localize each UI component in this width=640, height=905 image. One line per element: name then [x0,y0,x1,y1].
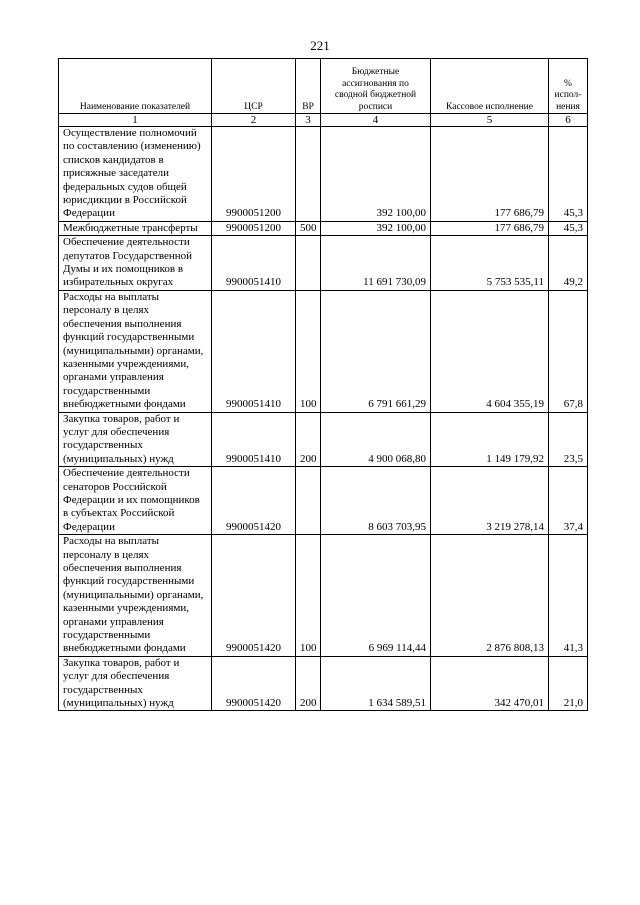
row-vr: 100 [296,290,321,412]
row-csr: 9900051410 [212,236,296,291]
table-row [59,290,588,412]
row-vr: 100 [296,535,321,657]
row-cash: 3 219 278,14 [431,467,549,535]
row-percent: 45,3 [549,127,588,222]
row-vr: 500 [296,221,321,235]
header-cash: Кассовое исполнение [431,59,549,114]
row-percent: 45,3 [549,221,588,235]
row-cash: 4 604 355,19 [431,290,549,412]
table-row [59,467,588,535]
row-csr: 9900051420 [212,467,296,535]
row-allocation: 6 791 661,29 [321,290,431,412]
row-vr [296,236,321,291]
row-csr: 9900051420 [212,535,296,657]
row-allocation: 4 900 068,80 [321,412,431,467]
row-name: Обеспечение деятельности депутатов Государственной Думы и их помощников в избирательных округах [59,236,212,291]
row-csr: 9900051420 [212,656,296,711]
table-row [59,412,588,467]
row-csr: 9900051200 [212,127,296,222]
table-row [59,127,588,222]
row-name: Обеспечение деятельности сенаторов Российской Федерации и их помощников в субъектах Российской Федерации [59,467,212,535]
row-name: Закупка товаров, работ и услуг для обеспечения государственных (муниципальных) нужд [59,412,212,467]
row-csr: 9900051410 [212,290,296,412]
column-number: 5 [431,114,549,127]
row-percent: 23,5 [549,412,588,467]
row-name: Расходы на выплаты персоналу в целях обеспечения выполнения функций государственными (муниципальными) органами, казенными учреждениями, органами управления государственными внебюджетными фондами [59,535,212,657]
header-allocations: Бюджетные ассигнования по сводной бюджетной росписи [321,59,431,114]
row-vr [296,127,321,222]
row-percent: 41,3 [549,535,588,657]
row-vr: 200 [296,656,321,711]
table-header-row [59,59,588,114]
budget-execution-table [58,58,588,711]
header-vr: ВР [296,59,321,114]
page-number: 221 [310,38,330,53]
row-cash: 342 470,01 [431,656,549,711]
column-number: 2 [212,114,296,127]
table-row [59,221,588,235]
row-cash: 5 753 535,11 [431,236,549,291]
header-csr: ЦСР [212,59,296,114]
row-percent: 49,2 [549,236,588,291]
row-cash: 2 876 808,13 [431,535,549,657]
row-allocation: 6 969 114,44 [321,535,431,657]
row-cash: 177 686,79 [431,221,549,235]
table-row [59,656,588,711]
column-number: 4 [321,114,431,127]
row-percent: 21,0 [549,656,588,711]
row-allocation: 1 634 589,51 [321,656,431,711]
row-percent: 37,4 [549,467,588,535]
header-name: Наименование показателей [59,59,212,114]
row-allocation: 392 100,00 [321,127,431,222]
column-number-row [59,114,588,127]
header-percent: % испол-нения [549,59,588,114]
row-allocation: 11 691 730,09 [321,236,431,291]
column-number: 6 [549,114,588,127]
row-allocation: 392 100,00 [321,221,431,235]
row-cash: 1 149 179,92 [431,412,549,467]
row-vr: 200 [296,412,321,467]
row-percent: 67,8 [549,290,588,412]
row-name: Межбюджетные трансферты [59,221,212,235]
table-row [59,236,588,291]
row-csr: 9900051200 [212,221,296,235]
row-csr: 9900051410 [212,412,296,467]
table-row [59,535,588,657]
row-cash: 177 686,79 [431,127,549,222]
column-number: 3 [296,114,321,127]
column-number: 1 [59,114,212,127]
row-vr [296,467,321,535]
row-name: Осуществление полномочий по составлению (изменению) списков кандидатов в присяжные заседатели федеральных судов общей юрисдикции в Российской Федерации [59,127,212,222]
row-name: Расходы на выплаты персоналу в целях обеспечения выполнения функций государственными (муниципальными) органами, казенными учреждениями, органами управления государственными внебюджетными фондами [59,290,212,412]
row-allocation: 8 603 703,95 [321,467,431,535]
row-name: Закупка товаров, работ и услуг для обеспечения государственных (муниципальных) нужд [59,656,212,711]
